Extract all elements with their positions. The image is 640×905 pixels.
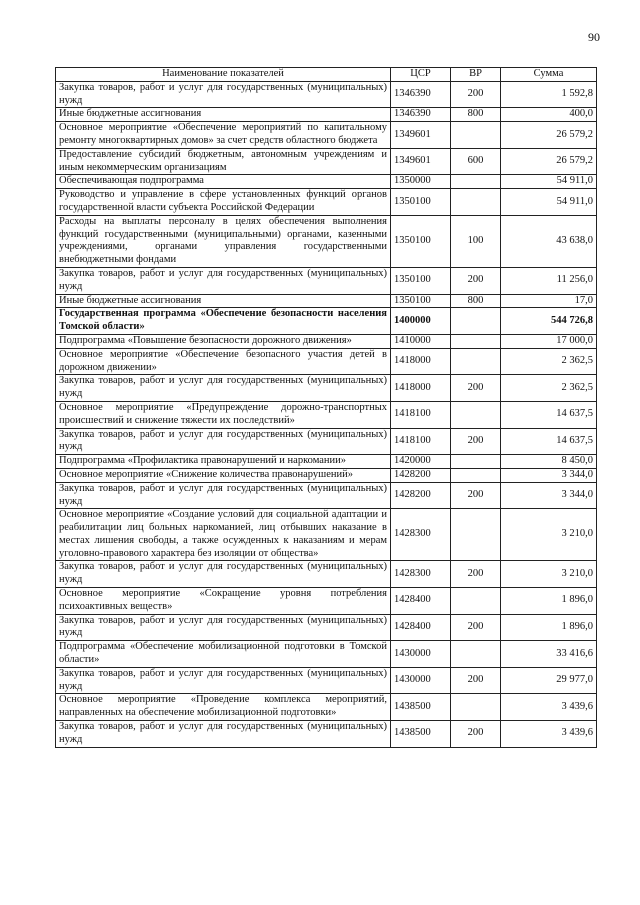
row-sum-cell: 2 362,5 [501,375,597,402]
row-vr-cell [451,334,501,348]
row-vr-cell [451,694,501,721]
row-csr-cell: 1438500 [391,694,451,721]
row-csr-cell: 1418000 [391,375,451,402]
row-csr-cell: 1428300 [391,561,451,588]
row-sum-cell: 54 911,0 [501,189,597,216]
row-csr-cell: 1418000 [391,348,451,375]
row-sum-cell: 54 911,0 [501,175,597,189]
row-sum-cell: 11 256,0 [501,267,597,294]
table-row [56,455,597,469]
row-name-cell: Закупка товаров, работ и услуг для государственных (муниципальных) нужд [56,721,391,748]
row-csr-cell: 1350000 [391,175,451,189]
row-csr-cell: 1350100 [391,215,451,267]
row-sum-cell: 3 439,6 [501,694,597,721]
row-sum-cell: 1 896,0 [501,614,597,641]
row-csr-cell: 1428400 [391,588,451,615]
row-name-cell: Основное мероприятие «Сокращение уровня потребления психоактивных веществ» [56,588,391,615]
table-row [56,641,597,668]
row-vr-cell: 200 [451,428,501,455]
row-csr-cell: 1410000 [391,334,451,348]
table-row [56,694,597,721]
row-name-cell: Основное мероприятие «Проведение комплекса мероприятий, направленных на обеспечение мобилизационной подготовки» [56,694,391,721]
table-row [56,334,597,348]
table-row [56,122,597,149]
table-row [56,81,597,108]
row-csr-cell: 1418100 [391,401,451,428]
row-vr-cell [451,509,501,561]
row-vr-cell: 200 [451,561,501,588]
row-vr-cell: 800 [451,108,501,122]
row-vr-cell: 100 [451,215,501,267]
row-csr-cell: 1350100 [391,267,451,294]
row-sum-cell: 26 579,2 [501,122,597,149]
row-vr-cell [451,348,501,375]
row-vr-cell: 200 [451,721,501,748]
table-row [56,509,597,561]
row-vr-cell [451,455,501,469]
table-row [56,175,597,189]
row-name-cell: Закупка товаров, работ и услуг для государственных (муниципальных) нужд [56,482,391,509]
row-sum-cell: 17,0 [501,294,597,308]
row-csr-cell: 1428300 [391,509,451,561]
table-row [56,588,597,615]
row-csr-cell: 1350100 [391,189,451,216]
row-name-cell: Подпрограмма «Обеспечение мобилизационной подготовки в Томской области» [56,641,391,668]
row-name-cell: Закупка товаров, работ и услуг для государственных (муниципальных) нужд [56,667,391,694]
row-csr-cell: 1438500 [391,721,451,748]
table-header-row [56,68,597,82]
row-sum-cell: 1 592,8 [501,81,597,108]
header-vr: ВР [451,68,501,82]
row-sum-cell: 3 439,6 [501,721,597,748]
row-name-cell: Руководство и управление в сфере установленных функций органов государственной власти субъекта Российской Федерации [56,189,391,216]
row-name-cell: Основное мероприятие «Снижение количества правонарушений» [56,468,391,482]
row-sum-cell: 14 637,5 [501,401,597,428]
row-vr-cell: 200 [451,81,501,108]
row-sum-cell: 14 637,5 [501,428,597,455]
row-vr-cell: 200 [451,375,501,402]
table-row [56,267,597,294]
row-vr-cell [451,641,501,668]
row-name-cell: Закупка товаров, работ и услуг для государственных (муниципальных) нужд [56,81,391,108]
row-vr-cell: 200 [451,667,501,694]
table-row [56,189,597,216]
table-row [56,482,597,509]
row-sum-cell: 3 210,0 [501,561,597,588]
table-row [56,468,597,482]
row-name-cell: Основное мероприятие «Предупреждение дорожно-транспортных происшествий и снижение тяжести их последствий» [56,401,391,428]
row-name-cell: Основное мероприятие «Обеспечение мероприятий по капитальному ремонту многоквартирных домов» за счет средств областного бюджета [56,122,391,149]
row-vr-cell: 600 [451,148,501,175]
row-name-cell: Закупка товаров, работ и услуг для государственных (муниципальных) нужд [56,375,391,402]
row-sum-cell: 3 210,0 [501,509,597,561]
row-sum-cell: 400,0 [501,108,597,122]
table-body [56,81,597,747]
row-name-cell: Иные бюджетные ассигнования [56,108,391,122]
row-name-cell: Закупка товаров, работ и услуг для государственных (муниципальных) нужд [56,267,391,294]
table-row [56,375,597,402]
row-csr-cell: 1430000 [391,641,451,668]
header-csr: ЦСР [391,68,451,82]
row-sum-cell: 33 416,6 [501,641,597,668]
row-vr-cell [451,468,501,482]
table-row [56,108,597,122]
row-vr-cell [451,308,501,335]
row-csr-cell: 1430000 [391,667,451,694]
row-csr-cell: 1346390 [391,81,451,108]
row-vr-cell: 200 [451,482,501,509]
budget-table [55,67,597,748]
row-name-cell: Обеспечивающая подпрограмма [56,175,391,189]
header-name: Наименование показателей [56,68,391,82]
row-csr-cell: 1346390 [391,108,451,122]
row-sum-cell: 3 344,0 [501,482,597,509]
row-name-cell: Предоставление субсидий бюджетным, автономным учреждениям и иным некоммерческим организациям [56,148,391,175]
table-row [56,614,597,641]
table-row [56,561,597,588]
row-name-cell: Закупка товаров, работ и услуг для государственных (муниципальных) нужд [56,428,391,455]
row-name-cell: Основное мероприятие «Обеспечение безопасного участия детей в дорожном движении» [56,348,391,375]
row-csr-cell: 1428400 [391,614,451,641]
table-row [56,401,597,428]
row-csr-cell: 1428200 [391,468,451,482]
table-row [56,721,597,748]
page-number: 90 [588,30,600,44]
row-vr-cell: 200 [451,614,501,641]
row-name-cell: Подпрограмма «Профилактика правонарушений и наркомании» [56,455,391,469]
table-row [56,428,597,455]
row-sum-cell: 3 344,0 [501,468,597,482]
row-vr-cell [451,588,501,615]
row-sum-cell: 8 450,0 [501,455,597,469]
row-vr-cell: 200 [451,267,501,294]
table-row [56,215,597,267]
row-csr-cell: 1418100 [391,428,451,455]
row-name-cell: Закупка товаров, работ и услуг для государственных (муниципальных) нужд [56,561,391,588]
row-sum-cell: 26 579,2 [501,148,597,175]
row-name-cell: Основное мероприятие «Создание условий для социальной адаптации и реабилитации лиц больных наркоманией, лиц отбывших наказание в местах лишения свободы, а также осужденных к наказаниям и мерам уголовно-правового характера без изоляции от общества» [56,509,391,561]
row-csr-cell: 1400000 [391,308,451,335]
table-row [56,148,597,175]
row-name-cell: Подпрограмма «Повышение безопасности дорожного движения» [56,334,391,348]
row-vr-cell [451,401,501,428]
row-csr-cell: 1349601 [391,148,451,175]
row-csr-cell: 1420000 [391,455,451,469]
header-sum: Сумма [501,68,597,82]
row-name-cell: Расходы на выплаты персоналу в целях обеспечения выполнения функций государственными (муниципальными) органами, казенными учреждениями, органами управления государственными внебюджетными фондами [56,215,391,267]
row-sum-cell: 17 000,0 [501,334,597,348]
row-sum-cell: 43 638,0 [501,215,597,267]
row-sum-cell: 29 977,0 [501,667,597,694]
row-vr-cell [451,122,501,149]
table-row [56,294,597,308]
row-sum-cell: 1 896,0 [501,588,597,615]
row-sum-cell: 544 726,8 [501,308,597,335]
row-vr-cell [451,175,501,189]
table-row [56,667,597,694]
row-vr-cell: 800 [451,294,501,308]
table-row [56,348,597,375]
table-row [56,308,597,335]
row-name-cell: Государственная программа «Обеспечение безопасности населения Томской области» [56,308,391,335]
row-csr-cell: 1428200 [391,482,451,509]
row-vr-cell [451,189,501,216]
row-csr-cell: 1349601 [391,122,451,149]
row-name-cell: Иные бюджетные ассигнования [56,294,391,308]
row-name-cell: Закупка товаров, работ и услуг для государственных (муниципальных) нужд [56,614,391,641]
row-sum-cell: 2 362,5 [501,348,597,375]
row-csr-cell: 1350100 [391,294,451,308]
